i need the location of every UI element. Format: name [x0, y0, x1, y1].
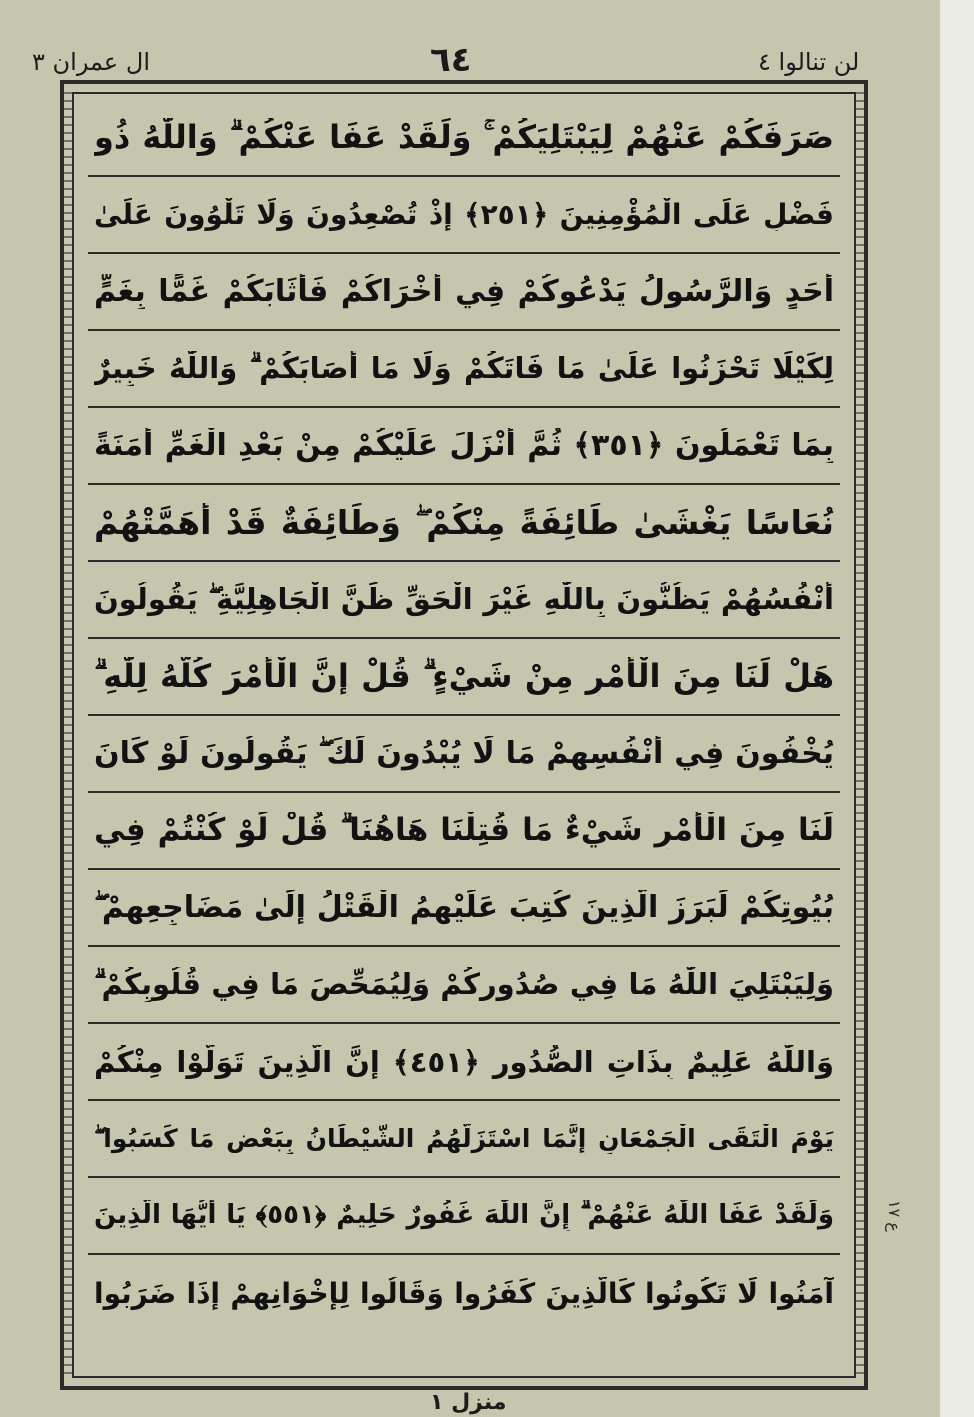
ruku-marker: ع ١٧ [885, 1200, 904, 1232]
verse-line: آمَنُوا لَا تَكُونُوا كَالَّذِينَ كَفَرُوا وَقَالُوا لِإِخْوَانِهِمْ إِذَا ضَرَبُوا [94, 1277, 834, 1310]
verse-line: فَضْلٍ عَلَى الْمُؤْمِنِينَ ﴿١٥٢﴾ إِذْ تُصْعِدُونَ وَلَا تَلْوُونَ عَلَىٰ [88, 177, 840, 254]
surah-name: ال عمران ۳ [32, 48, 150, 76]
verse-line: أَحَدٍ وَالرَّسُولُ يَدْعُوكُمْ فِي أُخْرَاكُمْ فَأَثَابَكُمْ غَمًّا بِغَمٍّ [88, 254, 840, 331]
verse-line: يُخْفُونَ فِي أَنْفُسِهِمْ مَا لَا يُبْدُونَ لَكَ ۖ يَقُولُونَ لَوْ كَانَ [88, 716, 840, 793]
verse-line: نُعَاسًا يَغْشَىٰ طَائِفَةً مِنْكُمْ ۖ وَطَائِفَةٌ قَدْ أَهَمَّتْهُمْ [88, 485, 840, 562]
left-ornament-border [62, 92, 74, 1378]
verse-line: أَنْفُسُهُمْ يَظُنُّونَ بِاللّٰهِ غَيْرَ الْحَقِّ ظَنَّ الْجَاهِلِيَّةِ ۖ يَقُولُونَ [88, 562, 840, 639]
right-ornament-border [856, 92, 868, 1378]
verse-block [88, 100, 840, 1340]
verse-line: وَاللّٰهُ عَلِيمٌ بِذَاتِ الصُّدُورِ ﴿١٥٤﴾ إِنَّ الَّذِينَ تَوَلَّوْا مِنْكُمْ [88, 1024, 840, 1101]
verse-line: يَوْمَ الْتَقَى الْجَمْعَانِ إِنَّمَا اسْتَزَلَّهُمُ الشَّيْطَانُ بِبَعْضِ مَا كَسَبُوا ۖ [88, 1101, 840, 1178]
page-number: ٦٤ [430, 40, 472, 80]
verse-line: بُيُوتِكُمْ لَبَرَزَ الَّذِينَ كُتِبَ عَلَيْهِمُ الْقَتْلُ إِلَىٰ مَضَاجِعِهِمْ ۖ [88, 870, 840, 947]
juz-name: لن تنالوا ٤ [758, 48, 860, 76]
verse-line: وَلَقَدْ عَفَا اللّٰهُ عَنْهُمْ ۗ إِنَّ اللّٰهَ غَفُورٌ حَلِيمٌ ﴿١٥٥﴾ يَا أَيُّهَا الَّذِينَ [88, 1178, 840, 1255]
verse-line: بِمَا تَعْمَلُونَ ﴿١٥٣﴾ ثُمَّ أَنْزَلَ عَلَيْكُمْ مِنْ بَعْدِ الْغَمِّ أَمَنَةً [88, 408, 840, 485]
page-header [0, 40, 940, 80]
verse-line: صَرَفَكُمْ عَنْهُمْ لِيَبْتَلِيَكُمْ ۚ وَلَقَدْ عَفَا عَنْكُمْ ۗ وَاللّٰهُ ذُو [88, 100, 840, 177]
verse-line: وَلِيَبْتَلِيَ اللّٰهُ مَا فِي صُدُورِكُمْ وَلِيُمَحِّصَ مَا فِي قُلُوبِكُمْ ۗ [88, 947, 840, 1024]
verse-line: هَلْ لَنَا مِنَ الْأَمْرِ مِنْ شَيْءٍ ۗ قُلْ إِنَّ الْأَمْرَ كُلَّهُ لِلّٰهِ ۗ [88, 639, 840, 716]
verse-line: لَنَا مِنَ الْأَمْرِ شَيْءٌ مَا قُتِلْنَا هَاهُنَا ۗ قُلْ لَوْ كُنْتُمْ فِي [88, 793, 840, 870]
verse-line: لِكَيْلَا تَحْزَنُوا عَلَىٰ مَا فَاتَكُمْ وَلَا مَا أَصَابَكُمْ ۗ وَاللّٰهُ خَبِيرٌ [88, 331, 840, 408]
page-edge [940, 0, 974, 1417]
manzil-marker: منزل ١ [430, 1390, 507, 1415]
